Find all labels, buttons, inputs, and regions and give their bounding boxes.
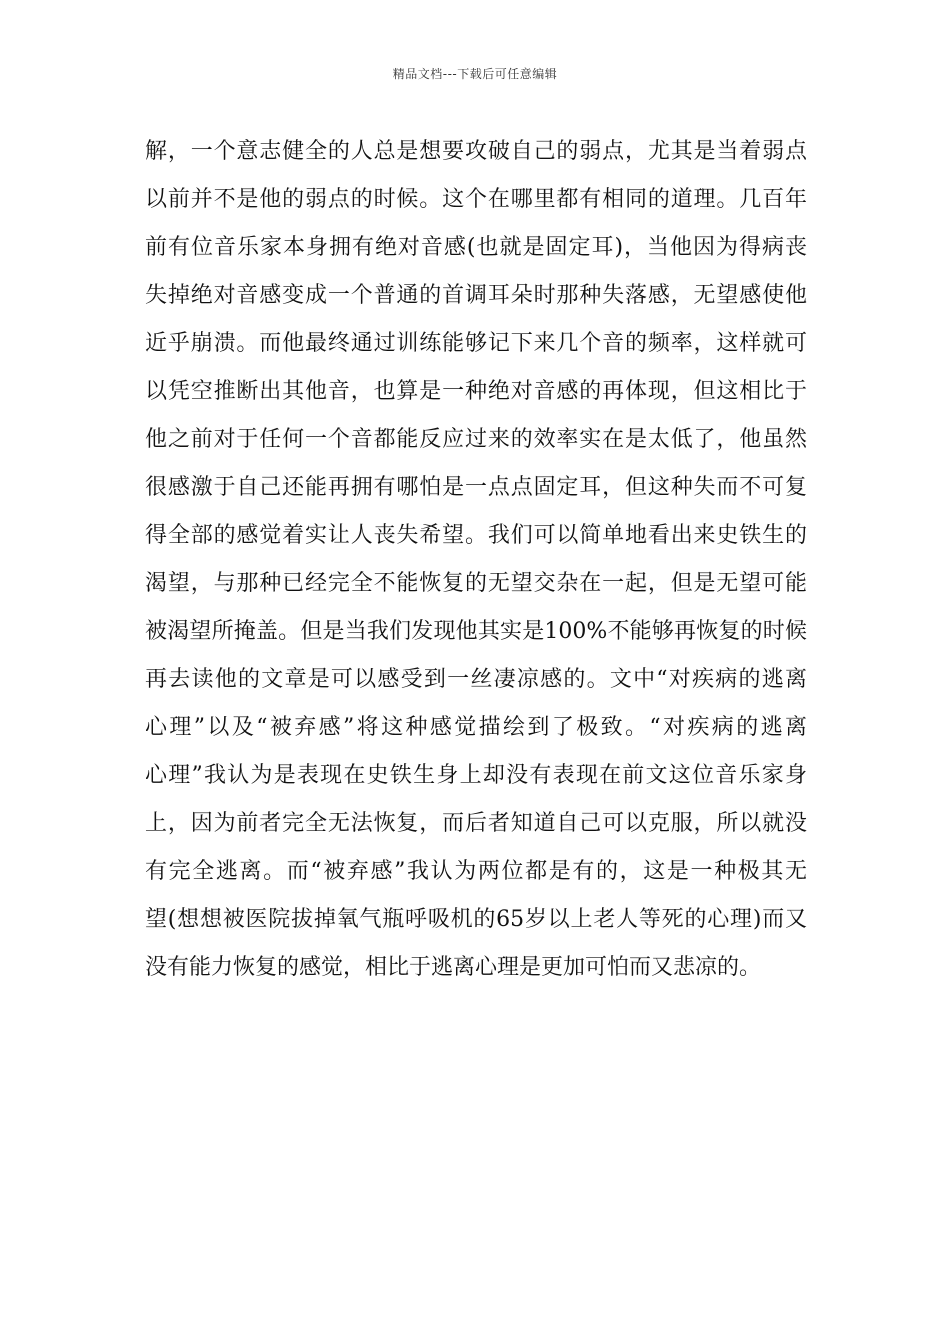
text-line: 上，因为前者完全无法恢复，而后者知道自己可以克服，所以就没 bbox=[145, 811, 807, 836]
text-line-last: 没有能力恢复的感觉，相比于逃离心理是更加可怕而又悲凉的。 bbox=[145, 955, 762, 980]
text-line: 近乎崩溃。而他最终通过训练能够记下来几个音的频率，这样就可 bbox=[145, 331, 807, 356]
text-line: 他之前对于任何一个音都能反应过来的效率实在是太低了，他虽然 bbox=[145, 427, 807, 452]
text-line: 心理”我认为是表现在史铁生身上却没有表现在前文这位音乐家身 bbox=[145, 763, 807, 788]
text-line: 心理”以及“被弃感”将这种感觉描绘到了极致。“对疾病的逃离 bbox=[145, 715, 807, 740]
text-line: 得全部的感觉着实让人丧失希望。我们可以简单地看出来史铁生的 bbox=[145, 523, 807, 548]
text-line: 被渴望所掩盖。但是当我们发现他其实是100%不能够再恢复的时候 bbox=[145, 619, 807, 644]
body-paragraph bbox=[145, 128, 807, 992]
text-line: 以前并不是他的弱点的时候。这个在哪里都有相同的道理。几百年 bbox=[145, 187, 807, 212]
text-line: 有完全逃离。而“被弃感”我认为两位都是有的，这是一种极其无 bbox=[145, 859, 807, 884]
text-line: 望(想想被医院拔掉氧气瓶呼吸机的65岁以上老人等死的心理)而又 bbox=[145, 907, 807, 932]
page-header: 精品文档---下载后可任意编辑 bbox=[392, 67, 558, 81]
text-line: 很感激于自己还能再拥有哪怕是一点点固定耳，但这种失而不可复 bbox=[145, 475, 807, 500]
text-line: 再去读他的文章是可以感受到一丝凄凉感的。文中“对疾病的逃离 bbox=[145, 667, 807, 692]
text-line: 前有位音乐家本身拥有绝对音感(也就是固定耳)，当他因为得病丧 bbox=[145, 235, 807, 260]
text-line: 解，一个意志健全的人总是想要攻破自己的弱点，尤其是当着弱点 bbox=[145, 139, 807, 164]
text-line: 失掉绝对音感变成一个普通的首调耳朵时那种失落感，无望感使他 bbox=[145, 283, 807, 308]
text-line: 以凭空推断出其他音，也算是一种绝对音感的再体现，但这相比于 bbox=[145, 379, 807, 404]
text-line: 渴望，与那种已经完全不能恢复的无望交杂在一起，但是无望可能 bbox=[145, 571, 807, 596]
